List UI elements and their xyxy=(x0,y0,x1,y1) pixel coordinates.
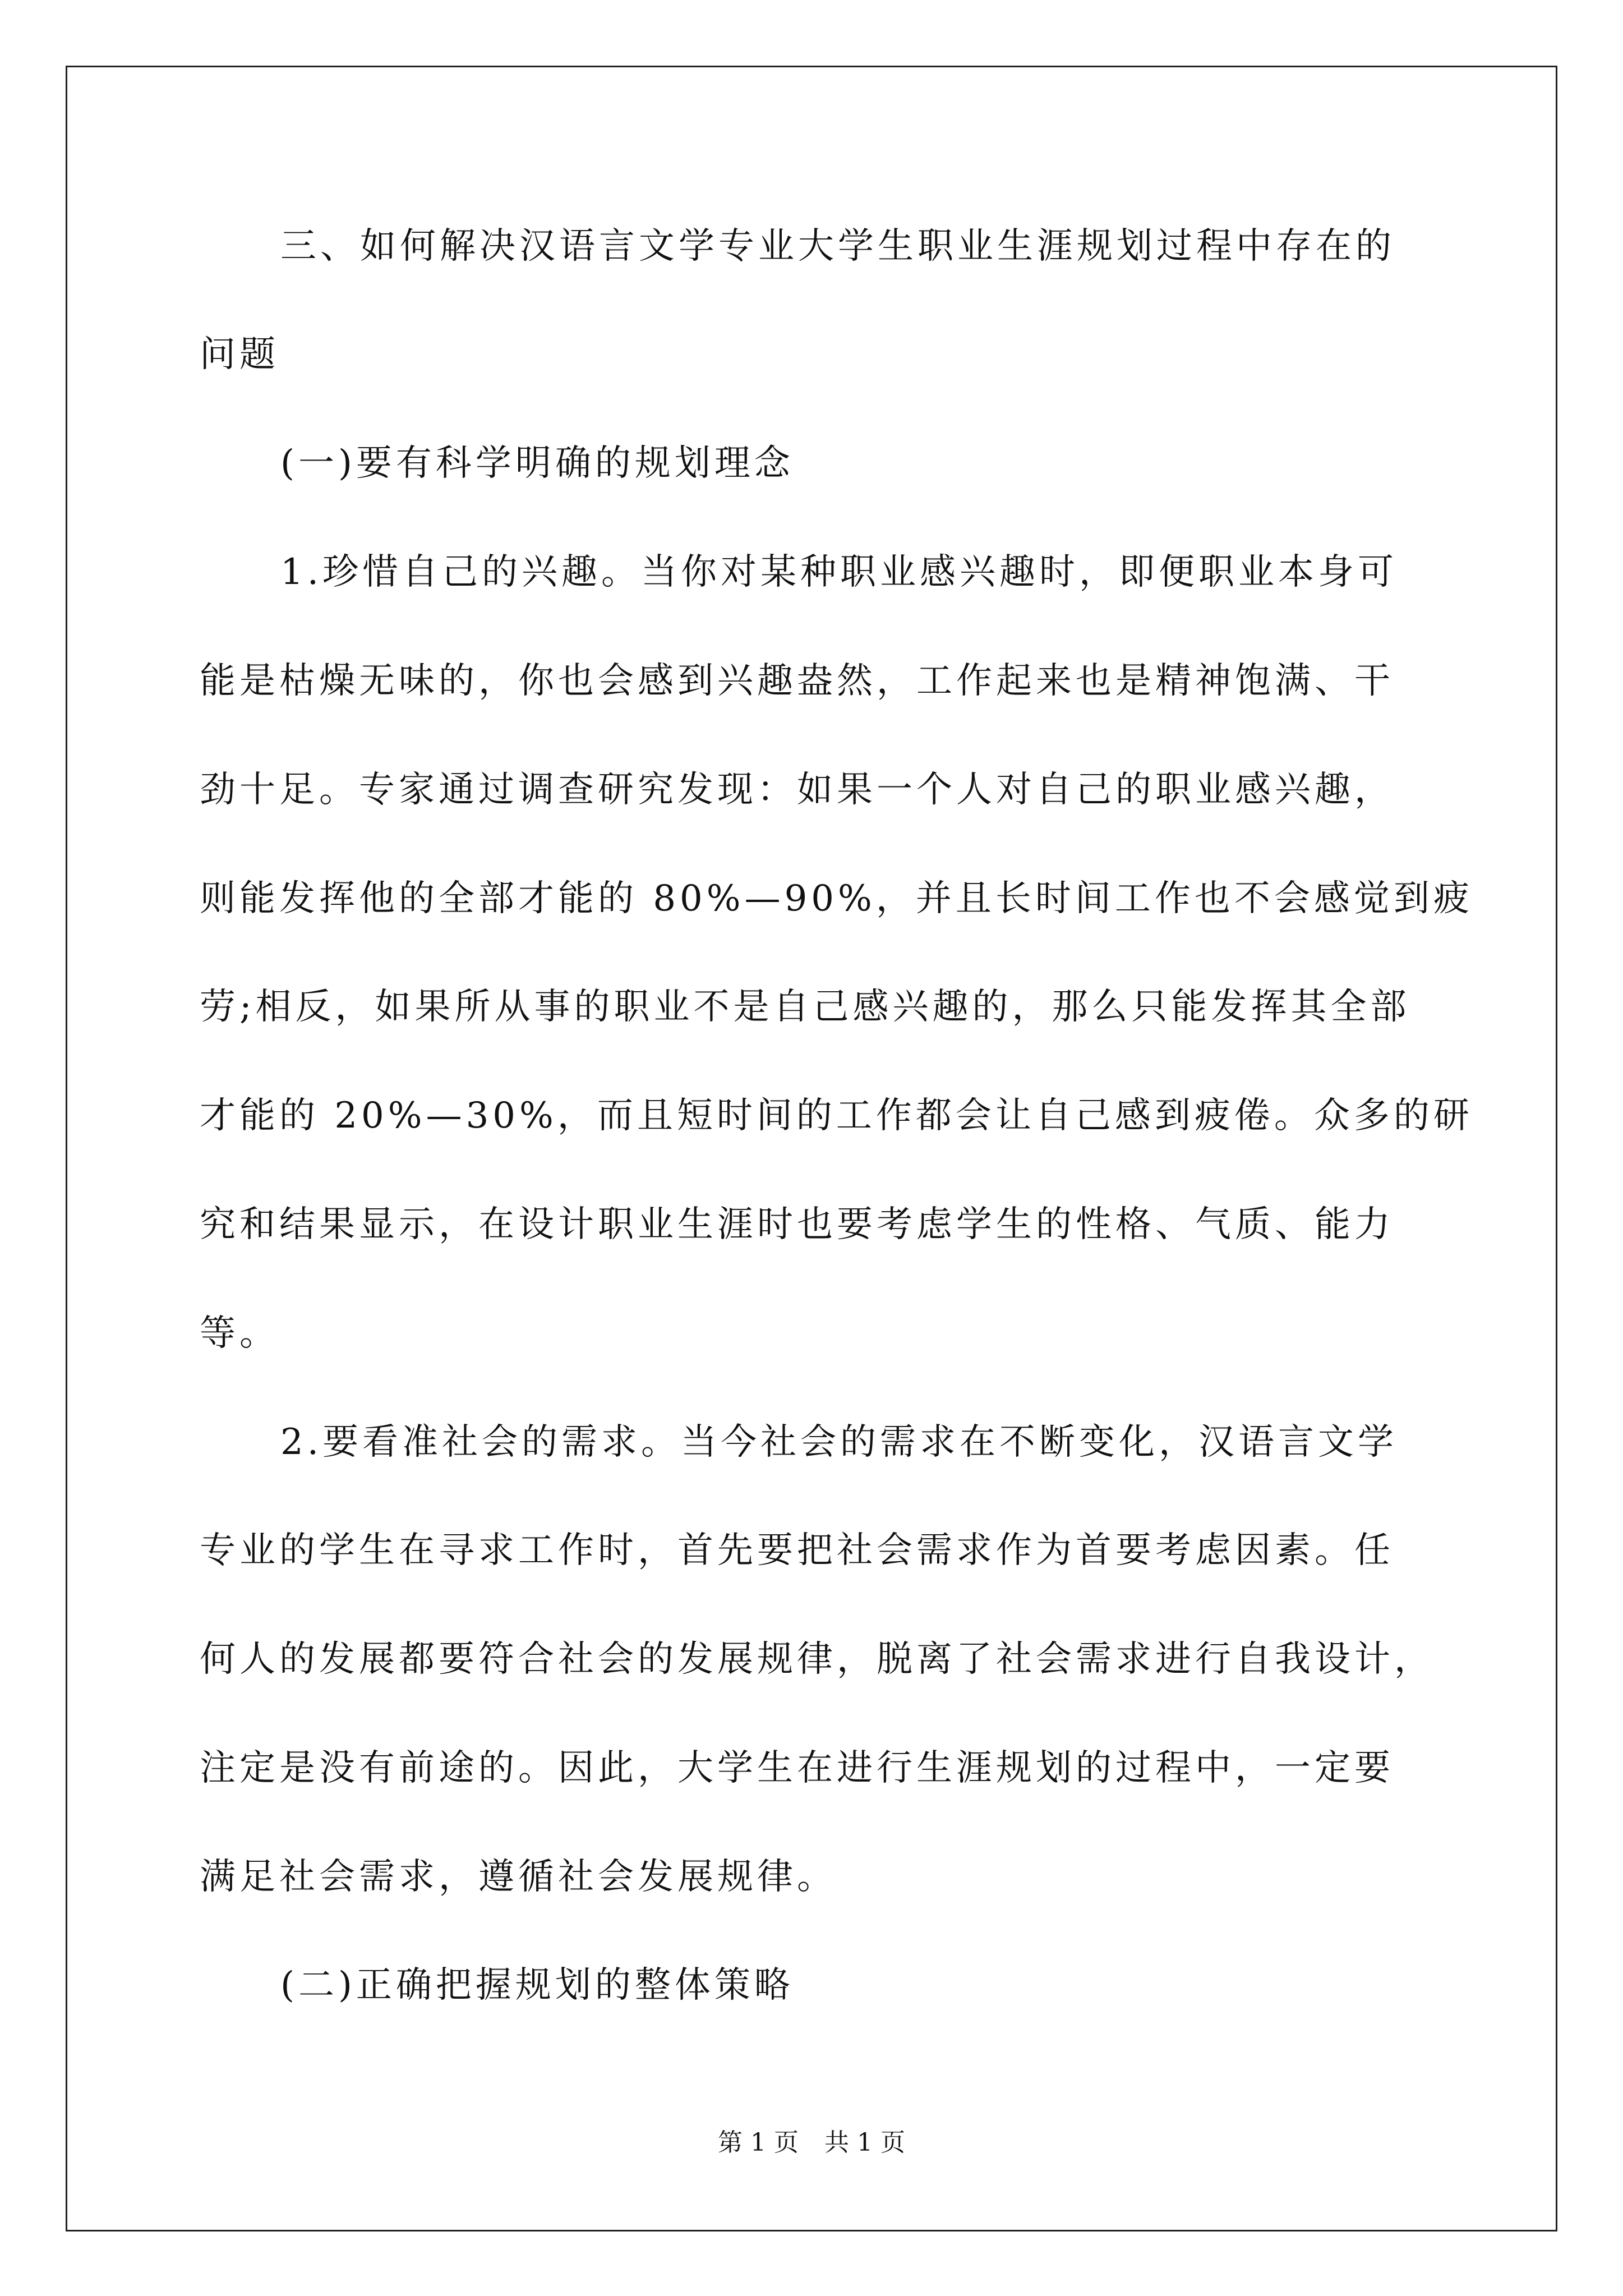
subsection-heading-1: (一)要有科学明确的规划理念 xyxy=(280,443,794,484)
paragraph-2-line-5: 满足社会需求，遵循社会发展规律。 xyxy=(200,1856,837,1898)
paragraph-1-line-6: 才能的 20%—30%，而且短时间的工作都会让自己感到疲倦。众多的研 xyxy=(200,1095,1473,1137)
paragraph-1-line-7: 究和结果显示，在设计职业生涯时也要考虑学生的性格、气质、能力 xyxy=(200,1204,1394,1245)
paragraph-2-line-2: 专业的学生在寻求工作时，首先要把社会需求作为首要考虑因素。任 xyxy=(200,1530,1394,1571)
subsection-heading-2: (二)正确把握规划的整体策略 xyxy=(280,1964,794,2006)
page-total: 共 1 页 xyxy=(824,2128,905,2157)
section-heading-line-2: 问题 xyxy=(200,334,279,375)
paragraph-1-line-2: 能是枯燥无味的，你也会感到兴趣盎然，工作起来也是精神饱满、干 xyxy=(200,660,1394,702)
paragraph-2-line-1: 2.要看准社会的需求。当今社会的需求在不断变化，汉语言文学 xyxy=(280,1421,1398,1463)
paragraph-1-line-1: 1.珍惜自己的兴趣。当你对某种职业感兴趣时，即便职业本身可 xyxy=(280,551,1398,593)
page-border xyxy=(66,66,1557,2231)
section-heading-line-1: 三、如何解决汉语言文学专业大学生职业生涯规划过程中存在的 xyxy=(280,226,1395,267)
paragraph-2-line-3: 何人的发展都要符合社会的发展规律，脱离了社会需求进行自我设计， xyxy=(200,1639,1434,1680)
paragraph-1-line-3: 劲十足。专家通过调查研究发现：如果一个人对自己的职业感兴趣， xyxy=(200,769,1394,811)
paragraph-1-line-5: 劳;相反，如果所从事的职业不是自己感兴趣的，那么只能发挥其全部 xyxy=(200,986,1410,1028)
page-number: 第 1 页 xyxy=(718,2128,799,2157)
paragraph-1-line-8: 等。 xyxy=(200,1313,279,1354)
paragraph-2-line-4: 注定是没有前途的。因此，大学生在进行生涯规划的过程中，一定要 xyxy=(200,1747,1394,1789)
page-footer xyxy=(0,2128,1623,2157)
paragraph-1-line-4: 则能发挥他的全部才能的 80%—90%，并且长时间工作也不会感觉到疲 xyxy=(200,878,1473,919)
